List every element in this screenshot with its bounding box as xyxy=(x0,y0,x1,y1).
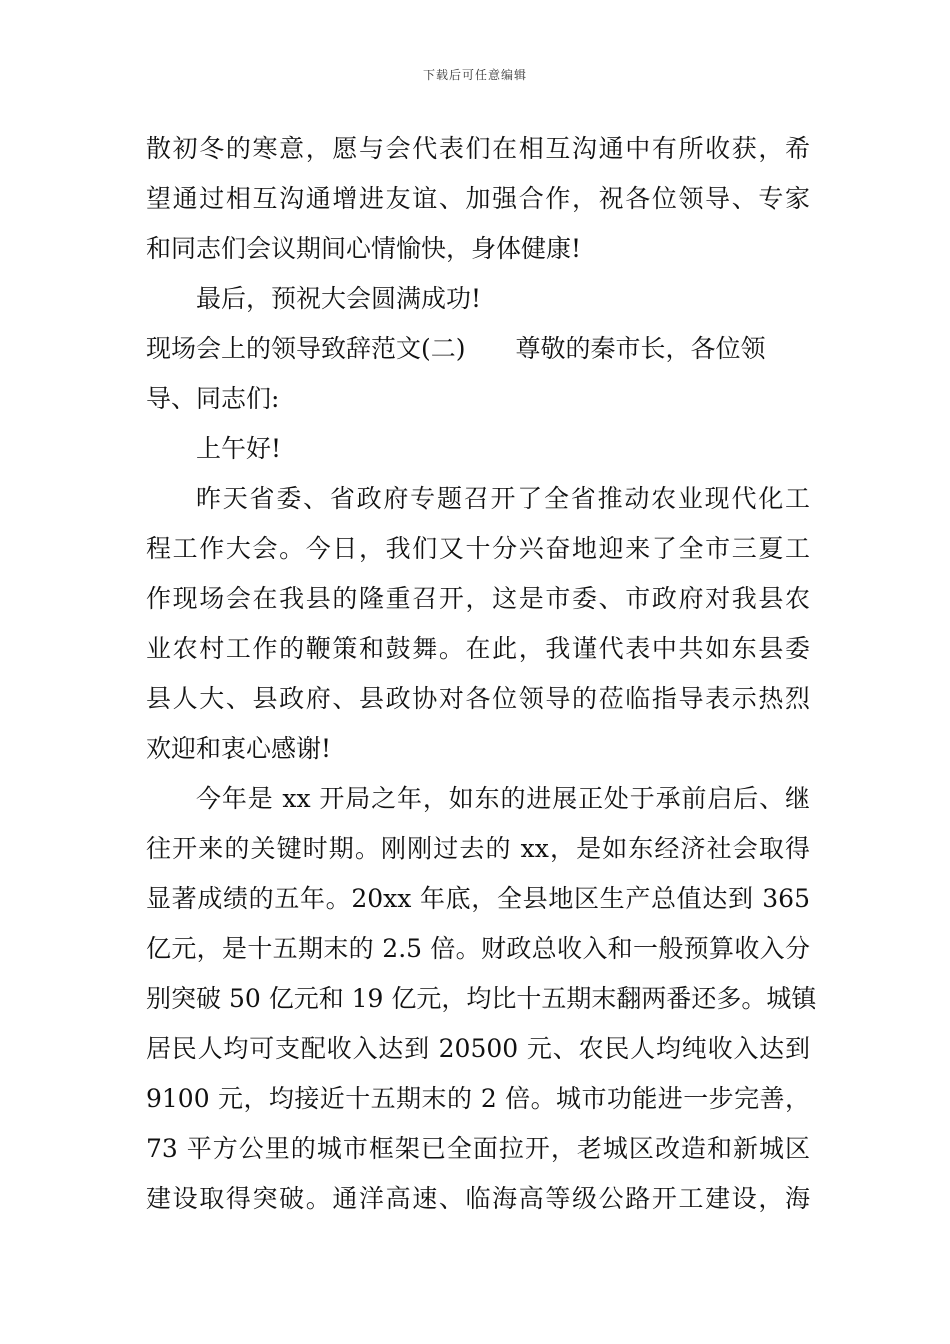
section-title: 现场会上的领导致辞范文(二) xyxy=(146,334,466,363)
section-title-line xyxy=(146,324,810,374)
text-line: 上午好! xyxy=(196,434,282,463)
text-line: 别突破 50 亿元和 19 亿元，均比十五期末翻两番还多。城镇 xyxy=(146,984,817,1013)
text-line: 今年是 xx 开局之年，如东的进展正处于承前启后、继 xyxy=(196,784,810,813)
text-line: 昨天省委、省政府专题召开了全省推动农业现代化工 xyxy=(196,484,810,513)
text-line: 亿元，是十五期末的 2.5 倍。财政总收入和一般预算收入分 xyxy=(146,934,810,963)
text-line: 和同志们会议期间心情愉快，身体健康! xyxy=(146,234,582,263)
text-line: 作现场会在我县的隆重召开，这是市委、市政府对我县农 xyxy=(146,584,810,613)
text-line: 欢迎和衷心感谢! xyxy=(146,734,332,763)
text-line: 73 平方公里的城市框架已全面拉开，老城区改造和新城区 xyxy=(146,1134,810,1163)
text-line: 最后，预祝大会圆满成功! xyxy=(196,284,482,313)
text-line: 望通过相互沟通增进友谊、加强合作，祝各位领导、专家 xyxy=(146,184,810,213)
text-line: 散初冬的寒意，愿与会代表们在相互沟通中有所收获，希 xyxy=(146,134,810,163)
document-body xyxy=(146,124,817,1224)
text-line: 往开来的关键时期。刚刚过去的 xx，是如东经济社会取得 xyxy=(146,834,810,863)
salutation-start: 尊敬的秦市长，各位领 xyxy=(515,334,766,363)
text-line: 导、同志们: xyxy=(146,384,280,413)
text-line: 县人大、县政府、县政协对各位领导的莅临指导表示热烈 xyxy=(146,684,810,713)
text-line: 9100 元，均接近十五期末的 2 倍。城市功能进一步完善， xyxy=(146,1084,810,1113)
text-line: 程工作大会。今日，我们又十分兴奋地迎来了全市三夏工 xyxy=(146,534,810,563)
text-line: 建设取得突破。通洋高速、临海高等级公路开工建设，海 xyxy=(146,1184,810,1213)
text-line: 显著成绩的五年。20xx 年底，全县地区生产总值达到 365 xyxy=(146,884,810,913)
text-line: 居民人均可支配收入达到 20500 元、农民人均纯收入达到 xyxy=(146,1034,810,1063)
page-header-note: 下载后可任意编辑 xyxy=(422,68,527,82)
text-line: 业农村工作的鞭策和鼓舞。在此，我谨代表中共如东县委 xyxy=(146,634,810,663)
